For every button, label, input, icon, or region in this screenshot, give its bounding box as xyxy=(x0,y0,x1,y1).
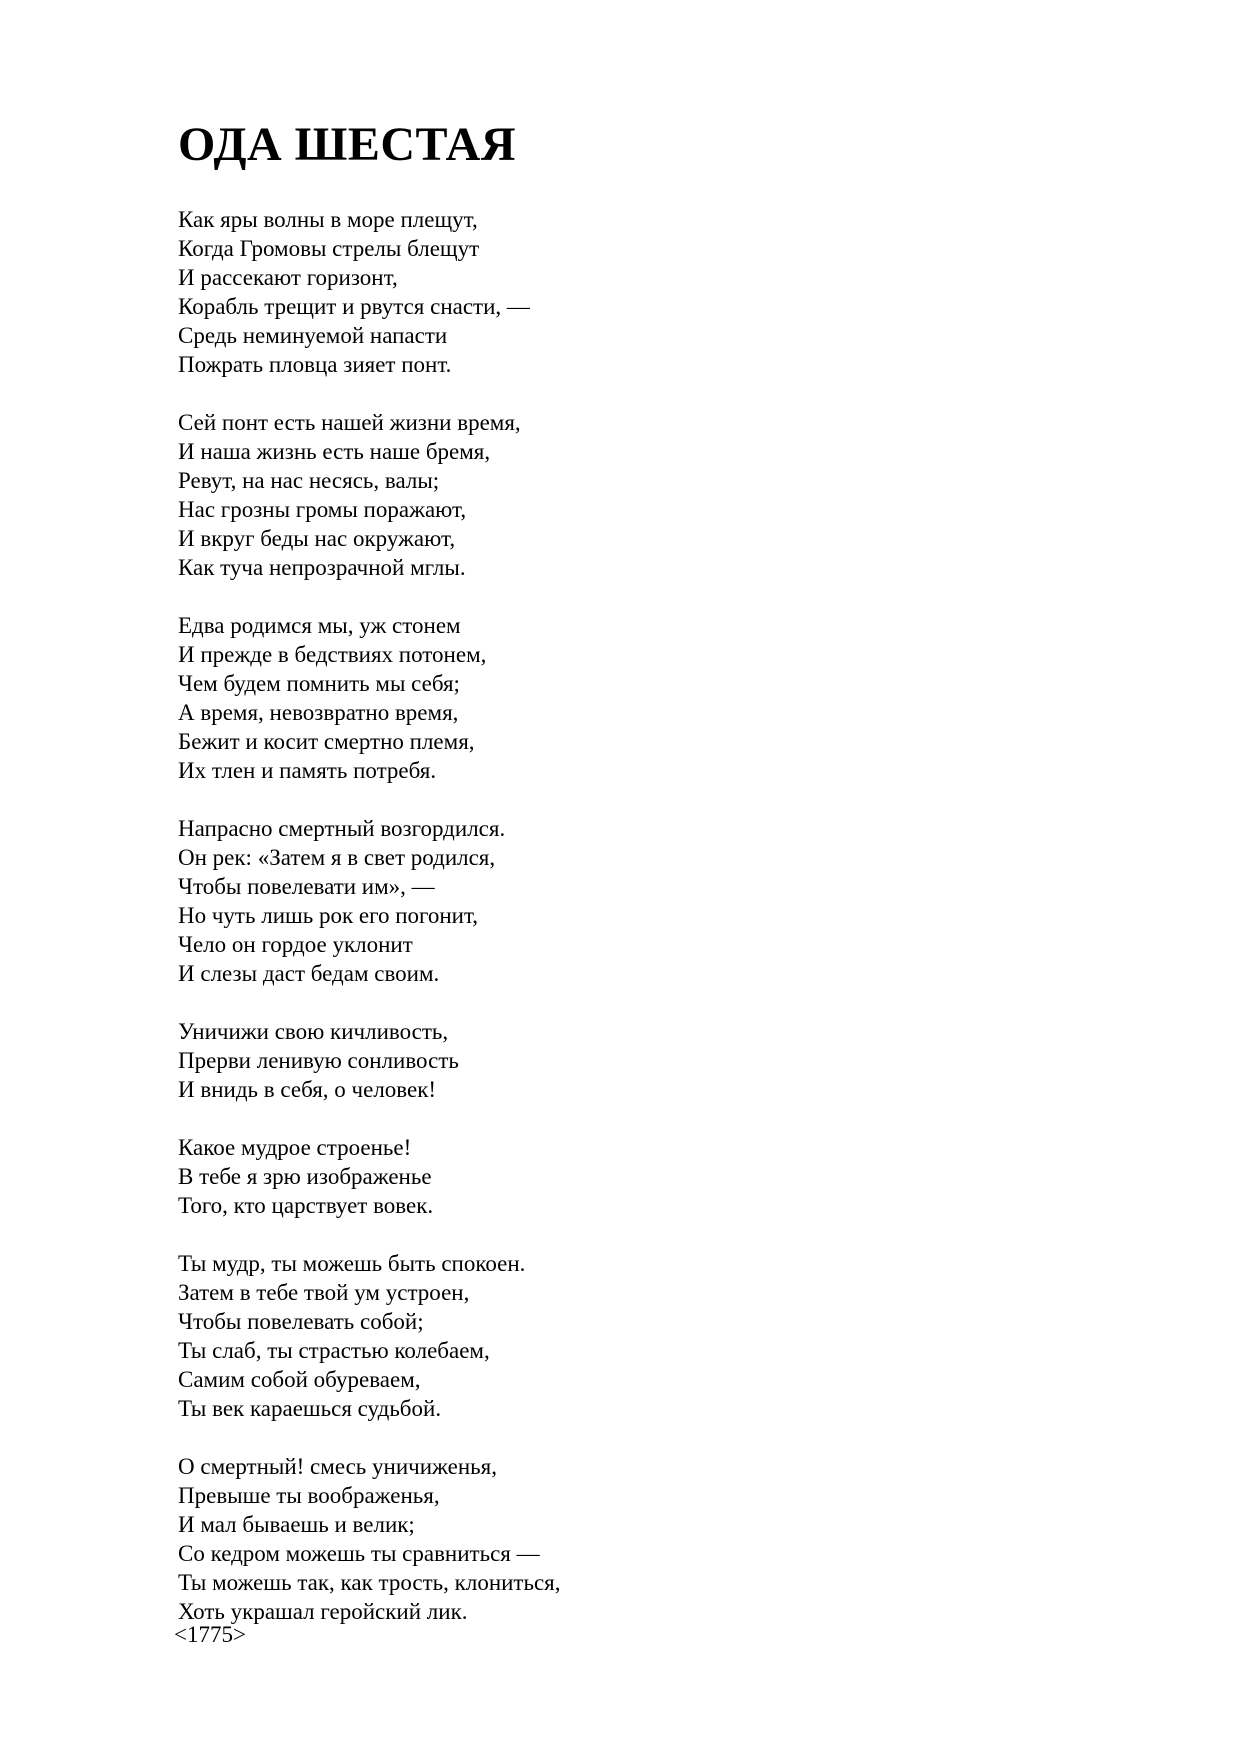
poem-line: Превыше ты воображенья, xyxy=(178,1483,440,1508)
poem-line: А время, невозвратно время, xyxy=(178,700,459,725)
poem-line: Чтобы повелевать собой; xyxy=(178,1309,424,1334)
poem-line: Ты век караешься судьбой. xyxy=(178,1396,442,1421)
poem-line: Ревут, на нас несясь, валы; xyxy=(178,468,440,493)
poem-line: Уничижи свою кичливость, xyxy=(178,1019,449,1044)
poem-line: Пожрать пловца зияет понт. xyxy=(178,352,452,377)
poem-date: <1775> xyxy=(174,1622,246,1647)
poem-line: И мал бываешь и велик; xyxy=(178,1512,415,1537)
poem-line: В тебе я зрю изображенье xyxy=(178,1164,432,1189)
stanza-4 xyxy=(178,814,1078,988)
stanza-1 xyxy=(178,205,1078,379)
poem-line: И прежде в бедствиях потонем, xyxy=(178,642,487,667)
poem-line: Со кедром можешь ты сравниться — xyxy=(178,1541,540,1566)
poem-line: Сей понт есть нашей жизни время, xyxy=(178,410,521,435)
poem-line: Нас грозны громы поражают, xyxy=(178,497,467,522)
poem-line: Какое мудрое строенье! xyxy=(178,1135,412,1160)
poem-line: Корабль трещит и рвутся снасти, — xyxy=(178,294,530,319)
stanza-2 xyxy=(178,408,1078,582)
poem-line: Того, кто царствует вовек. xyxy=(178,1193,434,1218)
stanza-8 xyxy=(178,1452,1078,1626)
poem-line: Затем в тебе твой ум устроен, xyxy=(178,1280,470,1305)
stanza-7 xyxy=(178,1249,1078,1423)
poem-line: Но чуть лишь рок его погонит, xyxy=(178,903,479,928)
poem-line: И вкруг беды нас окружают, xyxy=(178,526,456,551)
poem-line: И рассекают горизонт, xyxy=(178,265,398,290)
poem-line: И внидь в себя, о человек! xyxy=(178,1077,437,1102)
stanza-3 xyxy=(178,611,1078,785)
poem-line: Он рек: «Затем я в свет родился, xyxy=(178,845,496,870)
poem-title: ОДА ШЕСТАЯ xyxy=(178,118,516,171)
poem-line: Чело он гордое уклонит xyxy=(178,932,413,957)
poem-line: Бежит и косит смертно племя, xyxy=(178,729,475,754)
poem-line: Хоть украшал геройский лик. xyxy=(178,1599,468,1624)
poem-line: Чтобы повелевати им», — xyxy=(178,874,435,899)
poem-line: Как туча непрозрачной мглы. xyxy=(178,555,466,580)
poem-line: Их тлен и память потребя. xyxy=(178,758,437,783)
poem-line: Ты можешь так, как трость, клониться, xyxy=(178,1570,561,1595)
poem-line: Как яры волны в море плещут, xyxy=(178,207,478,232)
poem-line: О смертный! смесь уничиженья, xyxy=(178,1454,497,1479)
poem-line: Прерви ленивую сонливость xyxy=(178,1048,459,1073)
poem-line: Ты слаб, ты страстью колебаем, xyxy=(178,1338,490,1363)
poem-line: Когда Громовы стрелы блещут xyxy=(178,236,480,261)
poem-body xyxy=(178,205,1078,1655)
poem-line: Ты мудр, ты можешь быть спокоен. xyxy=(178,1251,526,1276)
poem-line: И наша жизнь есть наше бремя, xyxy=(178,439,491,464)
poem-line: Самим собой обуреваем, xyxy=(178,1367,421,1392)
poem-line: Едва родимся мы, уж стонем xyxy=(178,613,461,638)
poem-line: И слезы даст бедам своим. xyxy=(178,961,440,986)
stanza-6 xyxy=(178,1133,1078,1220)
stanza-5 xyxy=(178,1017,1078,1104)
poem-line: Средь неминуемой напасти xyxy=(178,323,448,348)
poem-line: Чем будем помнить мы себя; xyxy=(178,671,460,696)
poem-line: Напрасно смертный возгордился. xyxy=(178,816,506,841)
